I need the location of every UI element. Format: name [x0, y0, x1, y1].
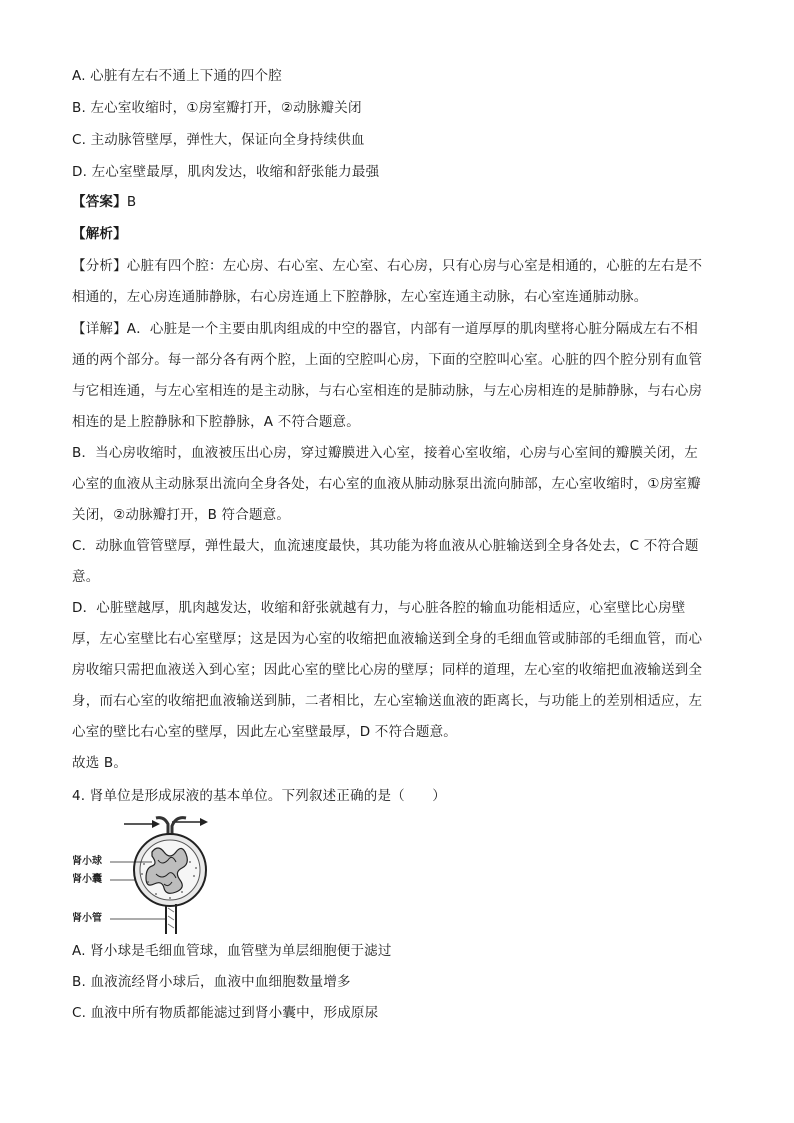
q4-option-c: C. 血液中所有物质都能滤过到肾小囊中，形成原尿 [72, 1005, 379, 1021]
q4-option-b: B. 血液流经肾小球后，血液中血细胞数量增多 [72, 974, 351, 990]
detail-line-3: 与它相连通，与左心室相连的是主动脉，与右心室相连的是肺动脉，与左心房相连的是肺静脉，与右心房 [72, 383, 703, 399]
detail-line-6: 心室的血液从主动脉泵出流向全身各处，右心室的血液从肺动脉泵出流向肺部，左心室收缩时，①房室瓣 [72, 476, 701, 492]
detail-line-8: C．动脉血管管壁厚，弹性最大，血流速度最快，其功能为将血液从心脏输送到全身各处去，C 不符合题 [72, 538, 699, 554]
detail-line-10: D．心脏壁越厚，肌肉越发达，收缩和舒张就越有力，与心脏各腔的输血功能相适应，心室壁比心房壁 [72, 600, 686, 616]
answer-value: B [126, 194, 137, 210]
detail-line-4: 相连的是上腔静脉和下腔静脉，A 不符合题意。 [72, 414, 360, 430]
q3-option-c: C. 主动脉管壁厚，弹性大，保证向全身持续供血 [72, 132, 365, 148]
detail-line-13: 身，而右心室的收缩把血液输送到肺，二者相比，左心室输送血液的距离长，与功能上的差别相适应，左 [72, 693, 703, 709]
label-tubule: 肾小管 [72, 913, 102, 924]
q4-stem: 4. 肾单位是形成尿液的基本单位。下列叙述正确的是（ ） [72, 788, 446, 804]
detail-line-14: 心室的壁比右心室的壁厚，因此左心室壁最厚，D 不符合题意。 [72, 724, 457, 740]
detail-line-5: B．当心房收缩时，血液被压出心房，穿过瓣膜进入心室，接着心室收缩，心房与心室间的瓣膜关闭，左 [72, 445, 698, 461]
q4-option-a: A. 肾小球是毛细血管球，血管壁为单层细胞便于滤过 [72, 943, 392, 959]
q3-option-b: B. 左心室收缩时，①房室瓣打开，②动脉瓣关闭 [72, 100, 362, 116]
conclusion: 故选 B。 [72, 755, 128, 771]
analysis-line-2: 相通的，左心房连通肺静脉，右心房连通上下腔静脉，左心室连通主动脉，右心室连通肺动脉。 [72, 289, 648, 305]
detail-line-9: 意。 [72, 569, 100, 585]
q3-option-d: D. 左心室壁最厚，肌肉发达，收缩和舒张能力最强 [72, 164, 380, 180]
detail-line-7: 关闭，②动脉瓣打开，B 符合题意。 [72, 507, 291, 523]
detail-line-2: 通的两个部分。每一部分各有两个腔，上面的空腔叫心房，下面的空腔叫心室。心脏的四个腔分别有血管 [72, 352, 703, 368]
q3-option-a: A. 心脏有左右不通上下通的四个腔 [72, 68, 282, 84]
detail-line-11: 厚，左心室壁比右心室壁厚；这是因为心室的收缩把血液输送到全身的毛细血管或肺部的毛细血管，而心 [72, 631, 703, 647]
detail-line-1: 【详解】A．心脏是一个主要由肌肉组成的中空的器官，内部有一道厚厚的肌肉壁将心脏分隔成左右不相 [72, 321, 698, 337]
answer-line [72, 192, 732, 212]
label-glomerulus: 肾小球 [72, 856, 102, 867]
analysis-line-1: 【分析】心脏有四个腔：左心房、右心室、左心室、右心房，只有心房与心室是相通的，心脏的左右是不 [72, 258, 703, 274]
nephron-figure [72, 812, 252, 934]
answer-label: 【答案】 [72, 194, 127, 210]
detail-line-12: 房收缩只需把血液送入到心室；因此心室的壁比心房的壁厚；同样的道理，左心室的收缩把血液输送到全 [72, 662, 703, 678]
label-capsule: 肾小囊 [72, 874, 102, 885]
analysis-label: 【解析】 [72, 226, 127, 242]
